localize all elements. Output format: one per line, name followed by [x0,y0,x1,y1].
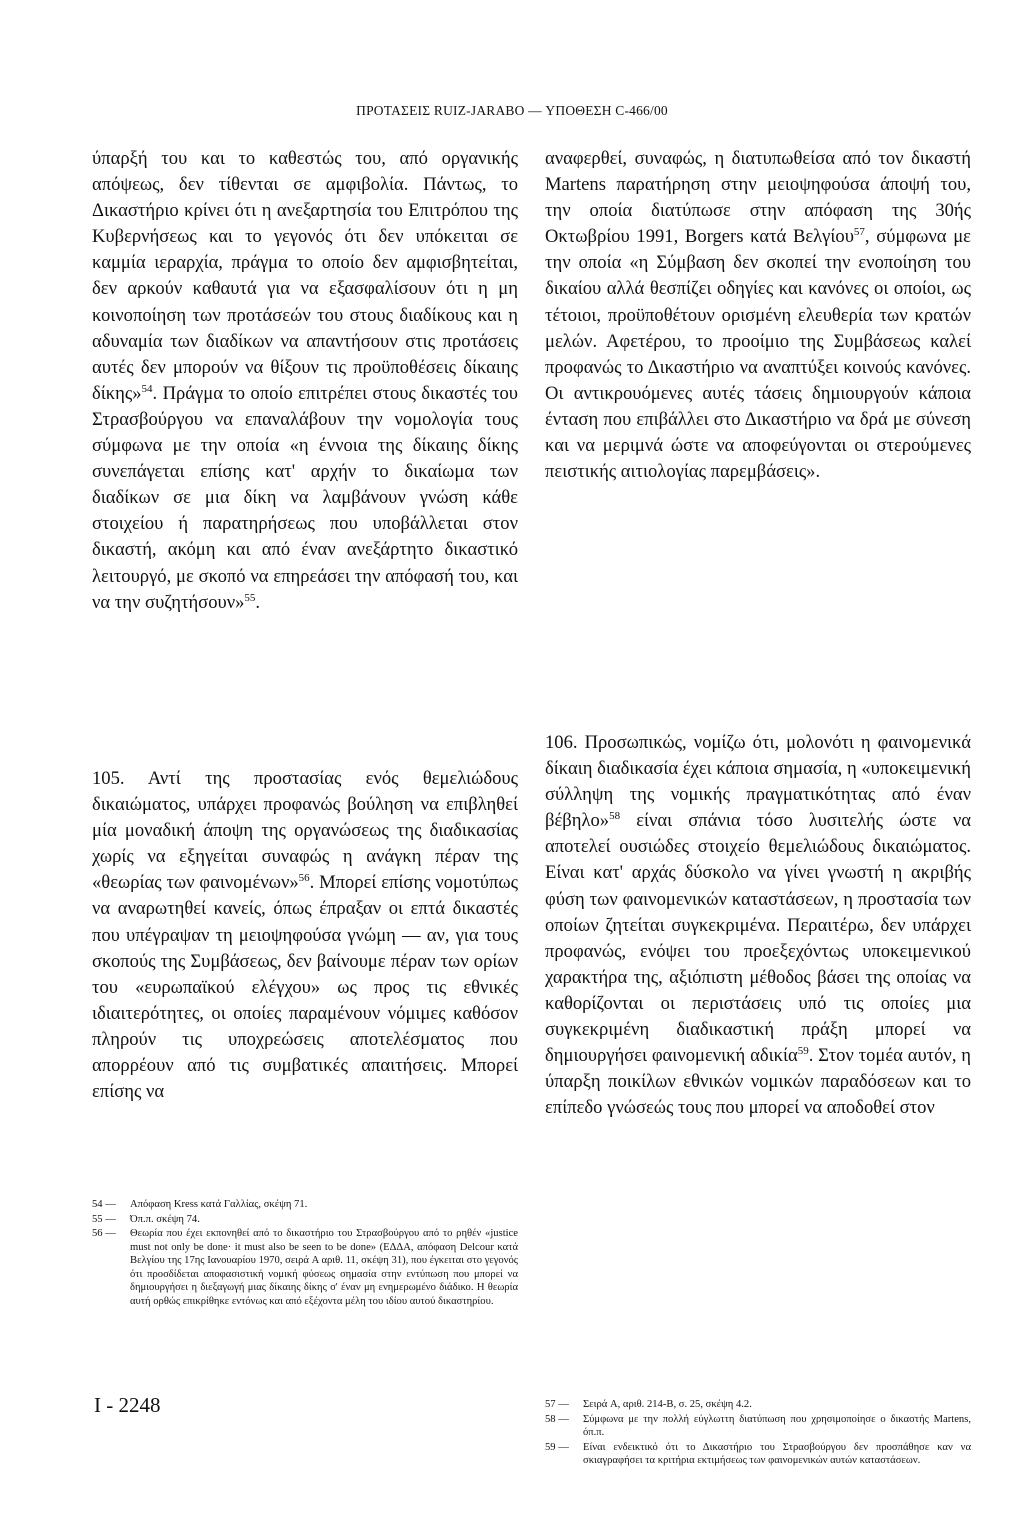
footnote-55: 55 — Όπ.π. σκέψη 74. [92,1213,200,1225]
footnotes-right [545,1398,971,1468]
footnote-ref-57[interactable]: 57 [853,226,865,239]
paragraph-105 [92,766,518,1105]
footnote-58: 58 — Σύμφωνα με την πολλή εύγλωττη διατύπωση που χρησιμοποίησε ο δικαστής Martens, όπ.π. [545,1413,971,1438]
footnote-57: 57 — Σειρά A, αριθ. 214-B, σ. 25, σκέψη 4.2. [545,1399,752,1410]
running-header: ΠΡΟΤΑΣΕΙΣ RUIZ-JARABO — ΥΠΟΘΕΣΗ C-466/00 [356,103,668,118]
footnote-ref-59[interactable]: 59 [797,1044,809,1057]
paragraph-continuation: ύπαρξή του και το καθεστώς του, από οργανικής απόψεως, δεν τίθενται σε αμφιβολία. Πάντως, το Δικαστήριο κρίνει ότι η ανεξαρτησία του Επιτρόπου της Κυβερνήσεως και το γεγονός ότι δεν υπόκειται σε καμμία ιεραρχία, πράγμα το οποίο δεν αμφισβητείται, δεν αρκούν καθαυτά για να εξασφαλίσουν ότι η μη κοινοποίηση των προτάσεών του στους διαδίκους και η αδυναμία των διαδίκων να απαντήσουν στις προτάσεις αυτές δεν μπορούν να θίξουν τις προϋποθέσεις δίκαιης δίκης»$^{54}$. Πράγμα το οποίο επιτρέπει στους δικαστές του Στρασβούργου να επαναλάβουν την νομολογία τους σύμφωνα με την οποία «η έννοια της δίκαιης δίκης συνεπάγεται επίσης κατ' αρχήν το δικαίωμα των διαδίκων σε μια δίκη να λαμβάνουν γνώση κάθε στοιχείου ή παρατηρήσεως που υποβάλλεται στον δικαστή, ακόμη και από έναν ανεξάρτητο δικαστικό λειτουργό, με σκοπό να επηρεάσει την απόφασή του, και να την συζητήσουν»$^{55}$. [92,148,518,613]
footnote-ref-54[interactable]: 54 [141,382,153,395]
paragraph-106 [545,730,971,1121]
paragraph-105-text: 105. Αντί της προστασίας ενός θεμελιώδους δικαιώματος, υπάρχει προφανώς βούληση να επιβληθεί μία μοναδική άποψη της οργανώσεως της διαδικασίας χωρίς να εξηγείται συναφώς η ανάγκη πέραν της «θεωρίας των φαινομένων»$^{56}$. Μπορεί επίσης νομοτύπως να αναρωτηθεί κανείς, όπως έπραξαν οι επτά δικαστές που υπέγραψαν τη μειοψηφούσα γνώμη — αν, για τους σκοπούς της Συμβάσεως, δεν βαίνουμε πέραν των ορίων του «ευρωπαϊκού ελέγχου» ως προς τις εθνικές ιδιαιτερότητες, οι οποίες παραμένουν νόμιμες καθόσον πληρούν τις υποχρεώσεις αποτελέσματος που απορρέουν από τις συμβατικές απαιτήσεις. Μπορεί επίσης να [92,768,518,1103]
footnote-ref-58[interactable]: 58 [609,810,621,823]
footnote-ref-56[interactable]: 56 [298,872,310,885]
right-column-continuation [545,146,971,485]
left-column-continuation [92,146,518,616]
footnote-54: 54 — Απόφαση Kress κατά Γαλλίας, σκέψη 71. [92,1199,308,1210]
page-number: I - 2248 [94,1393,161,1417]
paragraph-continuation-right: αναφερθεί, συναφώς, η διατυπωθείσα από τον δικαστή Martens παρατήρηση στην μειοψηφούσα άποψή του, την οποία διατύπωσε στην απόφαση της 30ής Οκτωβρίου 1991, Borgers κατά Βελγίου$^{57}$, σύμφωνα με την οποία «η Σύμβαση δεν σκοπεί την ενοποίηση του δικαίου αλλά θεσπίζει οδηγίες και κανόνες οι οποίοι, ως τέτοιοι, προϋποθέτουν ορισμένη ελευθερία των κρατών μελών. Αφετέρου, το προοίμιο της Συμβάσεως καλεί προφανώς το Δικαστήριο να αναπτύξει κοινούς κανόνες. Οι αντικρουόμενες αυτές τάσεις δημιουργούν κάποια ένταση που επιβάλλει στο Δικαστήριο να δρά με σύνεση και να μεριμνά ώστε να αποφεύγονται οι στερούμενες πειστικής αιτιολογίας παρεμβάσεις». [545,148,971,483]
footnote-59: 59 — Είναι ενδεικτικό ότι το Δικαστήριο του Στρασβούργου δεν προσπάθησε καν να σκιαγραφήσει τα κριτήρια εκτιμήσεως των φαινομενικών αυτών καταστάσεων. [545,1441,971,1466]
footnote-56: 56 — Θεωρία που έχει εκπονηθεί από το δικαστήριο του Στρασβούργου από το ρηθέν «justice must not only be done· it must also be seen to be done» (ΕΔΔΑ, απόφαση Delcour κατά Βελγίου της 17ης Ιανουαρίου 1970, σειρά A αριθ. 11, σκέψη 31), που έγκειται στο γεγονός ότι προσδίδεται αποφασιστική νομική φύσεως σημασία στην εντύπωση που μπορεί να δημιουργήσει η διεξαγωγή μιας δίκαιης δίκης σ' έναν μη ενημερωμένο διάδικο. Η θεωρία αυτή ορθώς επικρίθηκε εντόνως και από εξέχοντα μέλη του ιδίου αυτού δικαστηρίου. [92,1228,518,1307]
paragraph-106-text: 106. Προσωπικώς, νομίζω ότι, μολονότι η φαινομενικά δίκαιη διαδικασία έχει κάποια σημασία, η «υποκειμενική σύλληψη της νομικής πραγματικότητας από έναν βέβηλο»$^{58}$ είναι σπάνια τόσο λυσιτελής ώστε να αποτελεί ουσιώδες στοιχείο θεμελιώδους δικαιώματος. Είναι κατ' αρχάς δύσκολο να γίνει γνωστή η ακριβής φύση των φαινομενικών καταστάσεων, η προστασία των οποίων ζητείται συγκεκριμένα. Περαιτέρω, δεν υπάρχει προφανώς, ενόψει του προεξεχόντως υποκειμενικού χαρακτήρα της, αξιόπιστη μέθοδος βάσει της οποίας να καθορίζονται οι περιστάσεις υπό τις οποίες μια συγκεκριμένη διαδικαστική πράξη μπορεί να δημιουργήσει φαινομενική αδικία$^{59}$. Στον τομέα αυτόν, η ύπαρξη ποικίλων εθνικών νομικών παραδόσεων και το επίπεδο γνώσεώς τους που μπορεί να αποδοθεί στον [545,732,972,1119]
footnotes-left [92,1198,518,1308]
footnote-ref-55[interactable]: 55 [244,591,256,604]
